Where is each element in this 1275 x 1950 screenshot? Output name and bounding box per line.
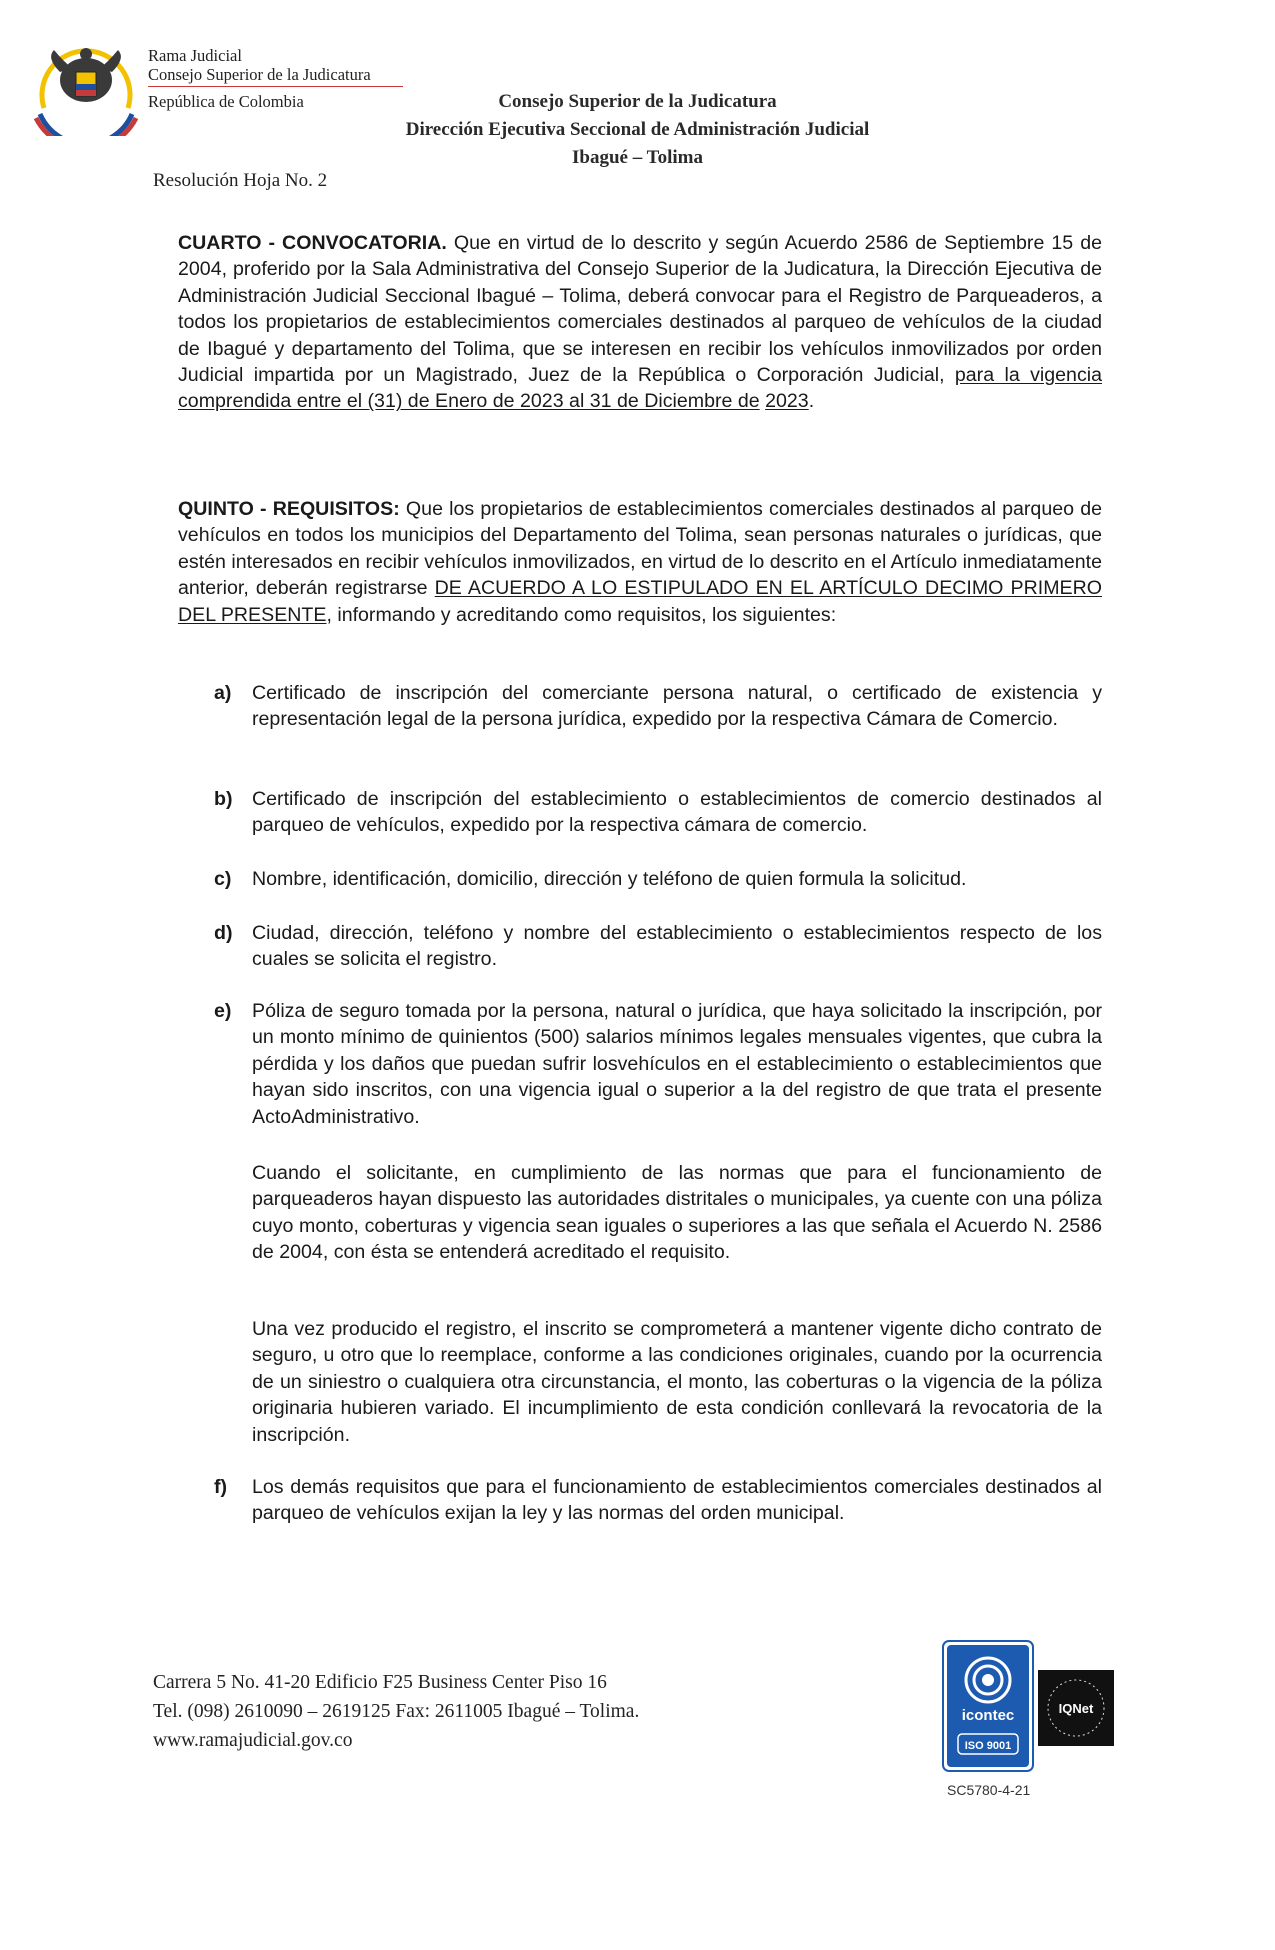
rama-judicial-logo-icon (28, 28, 144, 136)
footer-line: Tel. (098) 2610090 – 2619125 Fax: 2611005 Ibagué – Tolima. (153, 1701, 640, 1722)
inst-line: República de Colombia (148, 92, 304, 111)
header-title: Consejo Superior de la Judicatura (498, 91, 777, 112)
header-location: Ibagué – Tolima (572, 147, 703, 168)
list-item (214, 680, 1102, 733)
item-text: Certificado de inscripción del comerciante persona natural, o certificado de existencia y representación legal de la persona jurídica, expedido por la respectiva Cámara de Comercio. (252, 682, 1102, 731)
list-item (214, 998, 1102, 1130)
list-item (214, 866, 1102, 892)
article-cuarto (178, 230, 1102, 415)
item-letter: b) (214, 788, 233, 810)
cuarto-end: . (808, 390, 815, 413)
footer-website: www.ramajudicial.gov.co (153, 1730, 353, 1751)
item-letter: f) (214, 1476, 228, 1498)
cuarto-body: Que en virtud de lo descrito y según Acuerdo 2586 de Septiembre 15 de 2004, proferido por la Sala Administrativa del Consejo Superior de la Judicatura, la Dirección Ejecutiva de Administración Judicial Seccional Ibagué – Tolima, deberá convocar para el Registro de Parqueaderos, a todos los propietarios de establecimientos comerciales destinados al parqueo de vehículos de la ciudad de Ibagué y departamento del Tolima, que se interesen en recibir los vehículos inmovilizados por orden Judicial impartida por un Magistrado, Juez de la República o Corporación Judicial, (178, 232, 1103, 387)
item-text: Certificado de inscripción del establecimiento o establecimientos de comercio destinados al parqueo de vehículos, expedido por la respectiva cámara de comercio. (252, 788, 1102, 837)
icontec-label: icontec (961, 1707, 1015, 1724)
footer-line: Carrera 5 No. 41-20 Edificio F25 Business Center Piso 16 (153, 1672, 607, 1693)
cuarto-underlined-year: 2023 (765, 390, 809, 413)
inst-divider (148, 86, 403, 87)
item-letter: e) (214, 1000, 232, 1022)
quinto-underlined: DE ACUERDO A LO ESTIPULADO EN EL ARTÍCULO DECIMO PRIMERO DEL PRESENTE (178, 577, 1102, 626)
item-text: Nombre, identificación, domicilio, dirección y teléfono de quien formula la solicitud. (252, 868, 967, 890)
icontec-certification-icon (942, 1640, 1034, 1772)
article-quinto (178, 496, 1102, 628)
list-item (214, 1474, 1102, 1527)
quinto-body: Que los propietarios de establecimientos comerciales destinados al parqueo de vehículos en todos los municipios del Departamento del Tolima, sean personas naturales o jurídicas, que estén interesados en recibir vehículos inmovilizados, en virtud de lo descrito en el Artículo inmediatamente anterior, deberán registrarse (178, 498, 1102, 600)
header-subtitle: Dirección Ejecutiva Seccional de Administración Judicial (405, 119, 870, 140)
quinto-end: , informando y acreditando como requisitos, los siguientes: (326, 603, 837, 626)
quinto-heading: QUINTO - REQUISITOS: (178, 498, 400, 520)
list-item (214, 920, 1102, 973)
item-e-paragraph: Una vez producido el registro, el inscrito se comprometerá a mantener vigente dicho contrato de seguro, u otro que lo reemplace, conforme a las condiciones originales, cuando por la ocurrencia de un siniestro o cualquiera otra circunstancia, el monto, las coberturas o la vigencia de la póliza originaria hubieren variado. El incumplimiento de esta condición conllevará la revocatoria de la inscripción. (252, 1318, 1102, 1446)
list-item (214, 786, 1102, 839)
item-letter: a) (214, 682, 232, 704)
inst-line: Rama Judicial (148, 46, 242, 65)
certificate-code: SC5780-4-21 (947, 1782, 1031, 1798)
sheet-label: Resolución Hoja No. 2 (153, 170, 328, 191)
iqnet-certification-icon (1038, 1670, 1114, 1746)
item-text: Ciudad, dirección, teléfono y nombre del establecimiento o establecimientos respecto de los cuales se solicita el registro. (252, 922, 1102, 971)
item-text: Los demás requisitos que para el funcionamiento de establecimientos comerciales destinados al parqueo de vehículos exijan la ley y las normas del orden municipal. (252, 1476, 1102, 1525)
item-letter: d) (214, 922, 233, 944)
cuarto-heading: CUARTO - CONVOCATORIA. (178, 232, 447, 254)
cuarto-underlined: para la vigencia comprendida entre el (31) de Enero de 2023 al 31 de Diciembre de (178, 364, 1102, 413)
footer-address (153, 1668, 639, 1755)
item-letter: c) (214, 868, 232, 890)
document-header (300, 88, 975, 172)
item-text: Póliza de seguro tomada por la persona, natural o jurídica, que haya solicitado la inscripción, por un monto mínimo de quinientos (500) salarios mínimos legales mensuales vigentes, que cubra la pérdida y los daños que puedan sufrir losvehículos en el establecimiento o establecimientos que hayan sido inscritos, con una vigencia igual o superior a la del registro de que trata el presente ActoAdministrativo. (252, 1000, 1102, 1128)
item-e-paragraph: Cuando el solicitante, en cumplimiento de las normas que para el funcionamiento de parqueaderos hayan dispuesto las autoridades distritales o municipales, ya cuente con una póliza cuyo monto, coberturas y vigencia sean iguales o superiores a las que señala el Acuerdo N. 2586 de 2004, con ésta se entenderá acreditado el requisito. (252, 1162, 1102, 1264)
inst-line: Consejo Superior de la Judicatura (148, 65, 371, 84)
iso-label: ISO 9001 (964, 1740, 1012, 1752)
iqnet-label: IQNet (1058, 1701, 1094, 1716)
